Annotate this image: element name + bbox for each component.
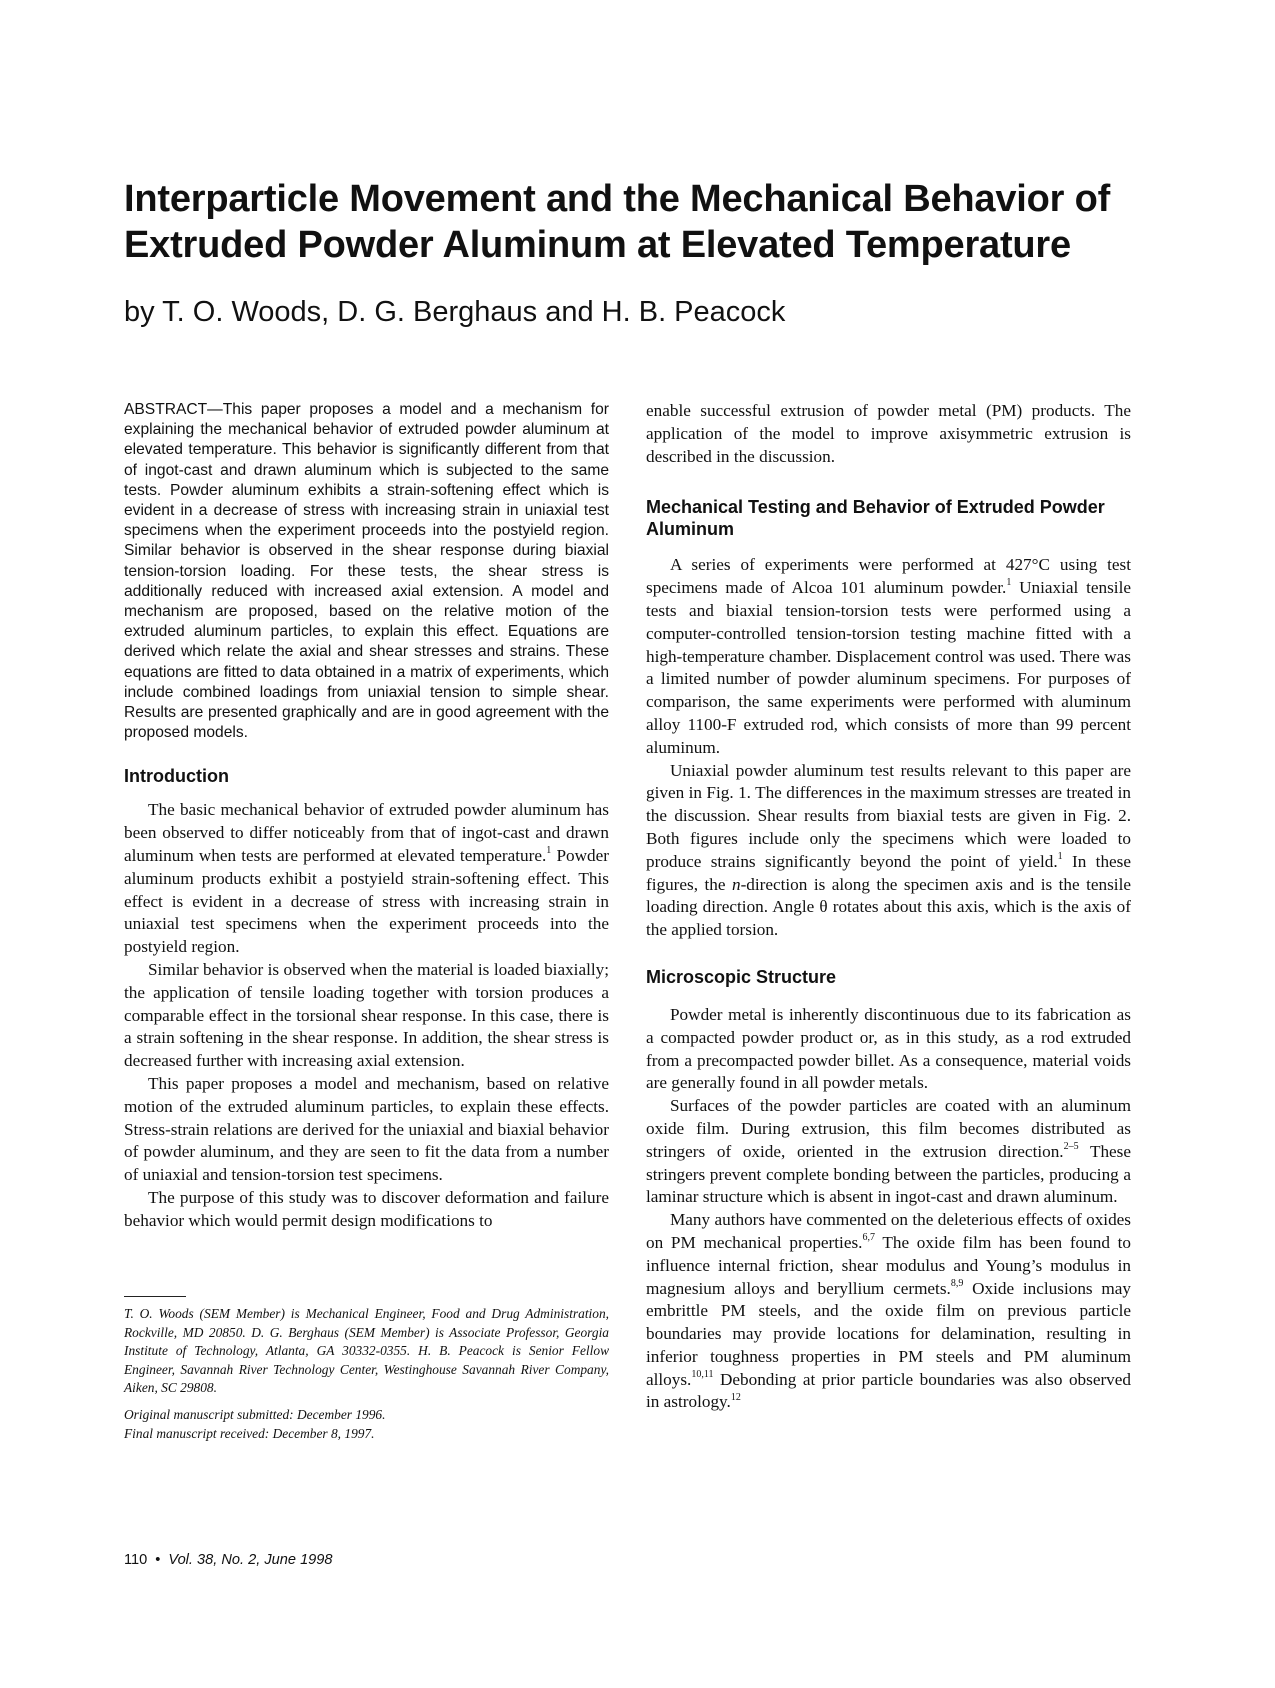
body-paragraph: Powder metal is inherently discontinuous due to its fabrication as a compacted powder product or, as in this study, as a rod extruded from a precompacted powder billet. As a consequence, material voids are generally found in all powder metals.: [646, 1004, 1131, 1093]
page-footer: [124, 1552, 333, 1568]
text-run: A series of experiments were performed at 427°C using test specimens made of Alcoa 101 aluminum powder.: [646, 555, 1131, 598]
text-run: Debonding at prior particle boundaries was also observed in astrology.: [646, 1369, 1131, 1412]
italic-symbol: n: [731, 874, 741, 894]
reference-marker[interactable]: 6,7: [862, 1232, 875, 1244]
left-column: [124, 400, 609, 1441]
bullet-separator: •: [155, 1552, 161, 1568]
introduction-paragraph: Similar behavior is observed when the material is loaded biaxially; the application of tensile loading together with torsion produces a comparable effect in the torsional shear response. In this case, there is a strain softening in the shear response. In addition, the shear stress is decreased further with increasing axial extension.: [124, 960, 609, 1071]
page-number: 110: [124, 1552, 148, 1568]
continuation-paragraph: enable successful extrusion of powder metal (PM) products. The application of the model to improve axisymmetric extrusion is described in the discussion.: [646, 401, 1131, 466]
introduction-body: [124, 799, 609, 1232]
text-run: Uniaxial tensile tests and biaxial tension-torsion tests were performed using a computer-controlled tension-torsion testing machine fitted with a high-temperature chamber. Displacement control was used. There was a limited number of powder aluminum specimens. For purposes of comparison, the same experiments were performed with aluminum alloy 1100-F extruded rod, which consists of more than 99 percent aluminum.: [646, 578, 1131, 757]
received-date: Final manuscript received: December 8, 1997.: [124, 1425, 375, 1441]
text-run: Surfaces of the powder particles are coated with an aluminum oxide film. During extrusion, this film becomes distributed as stringers of oxide, oriented in the extrusion direction.: [646, 1096, 1131, 1161]
reference-marker[interactable]: 1: [1057, 851, 1063, 863]
body-paragraph: [646, 1209, 1131, 1414]
body-paragraph: [646, 760, 1131, 942]
reference-marker[interactable]: 1: [1006, 577, 1012, 589]
text-run: The oxide film has been found to influence internal friction, shear modulus and Young’s modulus in magnesium alloys and beryllium cermets.: [646, 1232, 1132, 1298]
text-run: These stringers prevent complete bonding between the particles, producing a laminar structure which is absent in ingot-cast and drawn aluminum.: [646, 1141, 1131, 1207]
body-paragraph: [646, 554, 1131, 759]
abstract: ABSTRACT—This paper proposes a model and a mechanism for explaining the mechanical behavior of extruded powder aluminum at elevated temperature. This behavior is significantly different from that of ingot-cast and drawn aluminum which is subjected to the same tests. Powder aluminum exhibits a strain-softening effect which is evident in a decrease of stress with increasing strain in uniaxial test specimens when the experiment proceeds into the postyield region. Similar behavior is observed in the shear response during biaxial tension-torsion loading. For these tests, the shear stress is additionally reduced with increased axial extension. A model and mechanism are proposed, based on the relative motion of the extruded aluminum particles, to explain this effect. Equations are derived which relate the axial and shear stresses and strains. These equations are fitted to data obtained in a matrix of experiments, which include combined loadings from uniaxial tension to simple shear. Results are presented graphically and are in good agreement with the proposed models.: [124, 401, 609, 742]
text-run: Oxide inclusions may embrittle PM steels, and the oxide film on previous particle boundaries may provide locations for delamination, resulting in inferior toughness properties in PM steels and PM aluminum alloys.: [646, 1278, 1131, 1389]
footnote-block: [124, 1296, 609, 1443]
reference-marker[interactable]: 1: [546, 845, 552, 857]
right-column: [646, 400, 1131, 1414]
text-run: Powder aluminum products exhibit a postyield strain-softening effect. This effect is evident in a decrease of stress with increasing strain in uniaxial test specimens when the experiment proceeds into the postyield region.: [124, 846, 609, 957]
introduction-paragraph: [124, 799, 609, 959]
paper-title: Interparticle Movement and the Mechanical Behavior of Extruded Powder Aluminum at Elevated Temperature: [124, 178, 1111, 266]
text-run: -direction is along the specimen axis and is the tensile loading direction. Angle θ rotates about this axis, which is the axis of the applied torsion.: [646, 874, 1131, 940]
reference-marker[interactable]: 10,11: [691, 1368, 714, 1380]
author-line: by T. O. Woods, D. G. Berghaus and H. B. Peacock: [124, 296, 786, 328]
footnote-rule: [124, 1296, 186, 1297]
introduction-paragraph: The purpose of this study was to discover deformation and failure behavior which would permit design modifications to: [124, 1188, 609, 1230]
submission-date: Original manuscript submitted: December 1996.: [124, 1406, 386, 1422]
text-run: Uniaxial powder aluminum test results relevant to this paper are given in Fig. 1. The differences in the maximum stresses are treated in the discussion. Shear results from biaxial tests are given in Fig. 2. Both figures include only the specimens which were loaded to produce strains significantly beyond the point of yield.: [646, 760, 1131, 871]
mechanical-testing-body: [646, 554, 1131, 942]
introduction-heading: Introduction: [124, 766, 229, 787]
reference-marker[interactable]: 2–5: [1063, 1140, 1079, 1152]
text-run: Many authors have commented on the deleterious effects of oxides on PM mechanical properties.: [646, 1210, 1131, 1252]
body-paragraph: [646, 1095, 1131, 1209]
reference-marker[interactable]: 8,9: [950, 1277, 964, 1289]
author-affiliations: T. O. Woods (SEM Member) is Mechanical Engineer, Food and Drug Administration, Rockville, MD 20850. D. G. Berghaus (SEM Member) is Associate Professor, Georgia Institute of Technology, Atlanta, GA 30332-0355. H. B. Peacock is Senior Fellow Engineer, Savannah River Technology Center, Westinghouse Savannah River Company, Aiken, SC 29808.: [124, 1306, 609, 1396]
section-heading-mechanical-testing: Mechanical Testing and Behavior of Extruded Powder Aluminum: [646, 497, 1105, 540]
section-heading-microscopic-structure: Microscopic Structure: [646, 966, 837, 987]
microscopic-structure-body: [646, 1004, 1131, 1414]
introduction-paragraph: This paper proposes a model and mechanism, based on relative motion of the extruded aluminum particles, to explain these effects. Stress-strain relations are derived for the uniaxial and biaxial behavior of powder aluminum, and they are seen to fit the data from a number of uniaxial and tension-torsion test specimens.: [124, 1074, 609, 1185]
journal-issue: Vol. 38, No. 2, June 1998: [168, 1552, 333, 1568]
reference-marker[interactable]: 12: [730, 1391, 741, 1403]
text-run: The basic mechanical behavior of extruded powder aluminum has been observed to differ noticeably from that of ingot-cast and drawn aluminum when tests are performed at elevated temperature.: [124, 800, 609, 866]
text-run: In these figures, the: [646, 851, 1131, 894]
